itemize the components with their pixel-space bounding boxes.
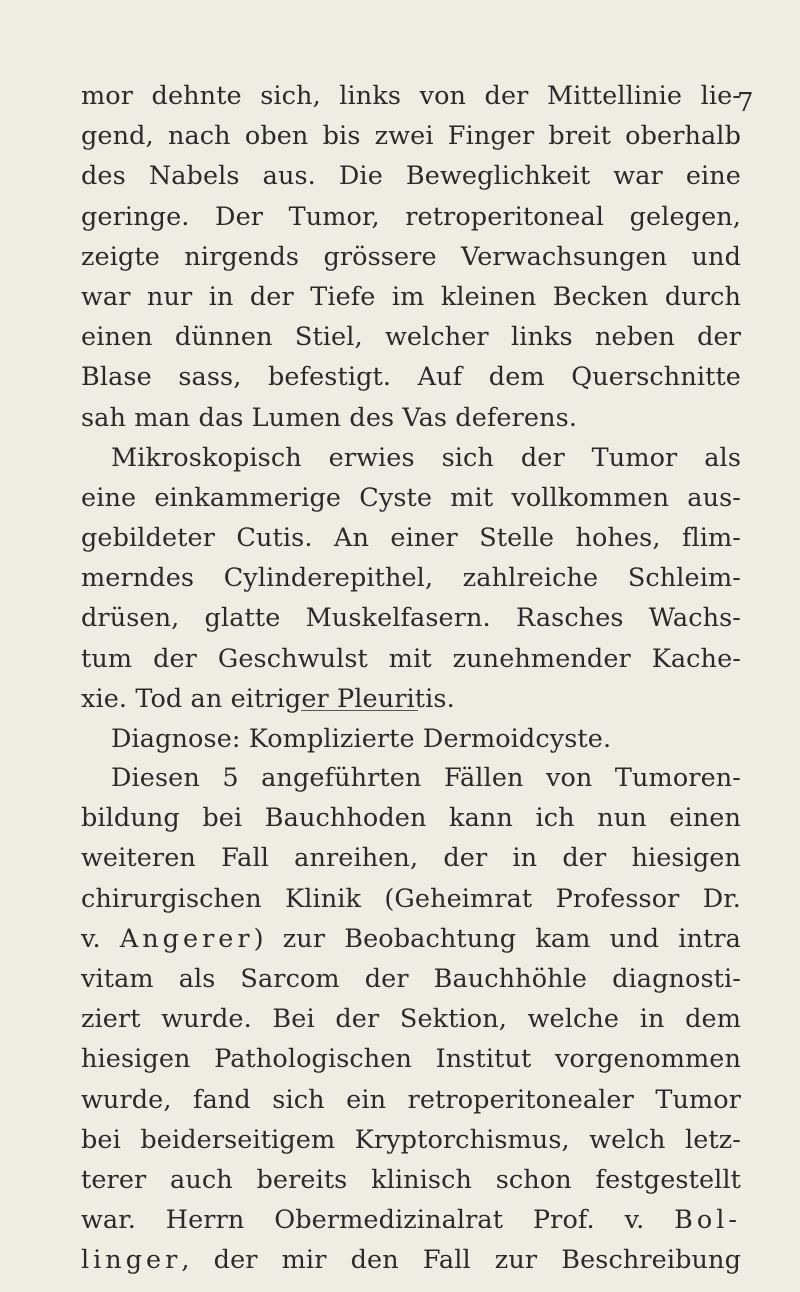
text-fragment: ) zur Beobachtung kam und intra [253, 923, 741, 954]
text-line [81, 1200, 741, 1240]
diagnosis-line: Diagnose: Komplizierte Dermoidcyste. [111, 724, 612, 754]
text-line: bildung bei Bauchhoden kann ich nun einen [81, 803, 741, 834]
person-name-angerer: Angerer [119, 923, 254, 954]
text-line: des Nabels aus. Die Beweglichkeit war eine [81, 161, 741, 192]
text-line: merndes Cylinderepithel, zahlreiche Schleim- [81, 563, 741, 594]
text-line: hiesigen Pathologischen Institut vorgenommen [81, 1044, 741, 1075]
text-fragment: v. [81, 923, 101, 954]
text-line: drüsen, glatte Muskelfasern. Rasches Wachs- [81, 603, 741, 634]
text-line: gend, nach oben bis zwei Finger breit oberhalb [81, 121, 741, 152]
text-line: zeigte nirgends grössere Verwachsungen und [81, 241, 741, 272]
text-line: eine einkammerige Cyste mit vollkommen aus- [81, 482, 741, 513]
section-divider [301, 710, 418, 711]
text-line: war nur in der Tiefe im kleinen Becken durch [81, 281, 741, 312]
text-fragment: war. Herrn Obermedizinalrat Prof. v. [81, 1205, 645, 1236]
page-number: 7 [737, 88, 754, 118]
text-line: geringe. Der Tumor, retroperitoneal gelegen, [81, 201, 741, 232]
text-line [81, 919, 741, 959]
person-name-bollinger: linger [81, 1245, 182, 1276]
person-name-bollinger: Bol- [674, 1205, 741, 1236]
text-line: wurde, fand sich ein retroperitonealer Tumor [81, 1084, 741, 1115]
text-line: terer auch bereits klinisch schon festgestellt [81, 1164, 741, 1195]
text-line: chirurgischen Klinik (Geheimrat Professor Dr. [81, 883, 741, 914]
text-fragment: , der mir den Fall zur Beschreibung [181, 1245, 741, 1276]
text-line: xie. Tod an eitriger Pleuritis. [81, 683, 455, 714]
paragraph-continued [81, 76, 741, 759]
text-line: sah man das Lumen des Vas deferens. [81, 402, 578, 433]
text-line: weiteren Fall anreihen, der in der hiesigen [81, 843, 741, 874]
text-line: bei beiderseitigem Kryptorchismus, welch letz- [81, 1124, 741, 1155]
text-line: ziert wurde. Bei der Sektion, welche in dem [81, 1004, 741, 1035]
text-line: Diesen 5 angeführten Fällen von Tumoren- [111, 763, 741, 793]
paragraph-new-case [81, 758, 741, 1280]
text-line: Mikroskopisch erwies sich der Tumor als [111, 442, 741, 473]
text-line [81, 1240, 741, 1280]
text-line: tum der Geschwulst mit zunehmender Kache- [81, 643, 741, 674]
text-line: vitam als Sarcom der Bauchhöhle diagnosti- [81, 963, 741, 994]
text-line: einen dünnen Stiel, welcher links neben der [81, 322, 741, 353]
text-line: mor dehnte sich, links von der Mittellinie lie- [81, 81, 741, 111]
text-line: gebildeter Cutis. An einer Stelle hohes, flim- [81, 523, 741, 554]
text-line: Blase sass, befestigt. Auf dem Querschnitte [81, 362, 741, 393]
